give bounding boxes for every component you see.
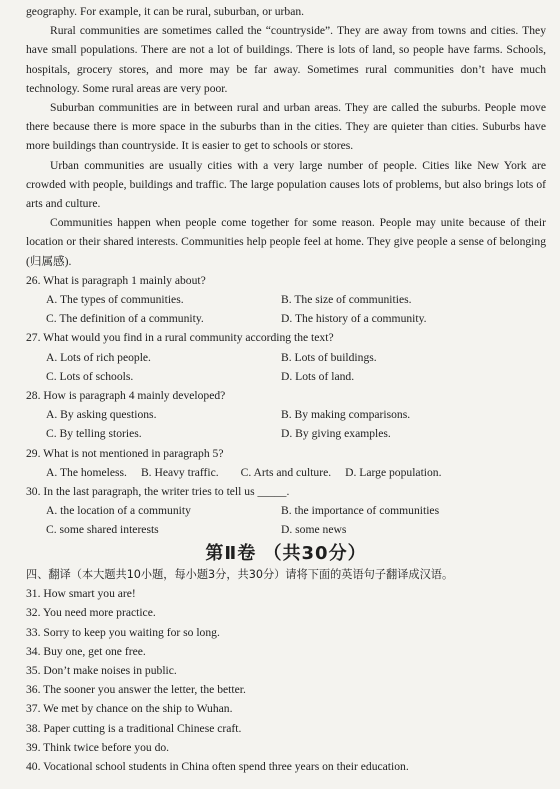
question-stem: 29. What is not mentioned in paragraph 5? — [26, 446, 224, 460]
question-stem: 30. In the last paragraph, the writer tries to tell us _____. — [26, 485, 290, 499]
option-a: A. By asking questions. — [46, 408, 157, 422]
option-list — [26, 405, 546, 443]
paragraph-suburban: Suburban communities are in between rural and urban areas. They are called the suburbs. People move there because there is more space in the suburbs than in the cities. They are quieter than cities. Suburbs have more buildings than countryside. It is easier to get to schools or stores. — [26, 101, 546, 153]
paragraph-rural: Rural communities are sometimes called the “countryside”. They are away from towns and cities. They have small populations. There are not a lot of buildings. There is lots of land, so people have farms. Schools, hospitals, grocery stores, and more may be far away. Sometimes rural communities don’t have much technology. Some rural areas are very poor. — [26, 24, 546, 95]
section-instruction: 四、翻译（本大题共10小题，每小题3分，共30分）请将下面的英语句子翻译成汉语。 — [26, 567, 454, 581]
question-stem: 28. How is paragraph 4 mainly developed? — [26, 389, 226, 403]
question-28 — [26, 386, 546, 444]
option-b: B. The size of communities. — [281, 293, 412, 307]
translation-item: 33. Sorry to keep you waiting for so long. — [26, 625, 220, 639]
option-c: C. some shared interests — [46, 523, 159, 537]
option-d: D. Large population. — [345, 465, 442, 479]
question-stem: 27. What would you find in a rural community according the text? — [26, 331, 334, 345]
translation-item: 38. Paper cutting is a traditional Chinese craft. — [26, 721, 242, 735]
option-a: A. Lots of rich people. — [46, 350, 151, 364]
option-c: C. Lots of schools. — [46, 369, 134, 383]
option-list — [26, 290, 546, 328]
option-d: D. some news — [281, 523, 347, 537]
option-c: C. The definition of a community. — [46, 312, 204, 326]
section-title: 第Ⅱ卷 （共30分） — [205, 542, 367, 564]
translation-list — [26, 584, 546, 776]
option-d: D. By giving examples. — [281, 427, 391, 441]
paragraph-communities: Communities happen when people come together for some reason. People may unite because of their location or their shared interests. Communities help people feel at home. They give people a sense of belonging (归属感). — [26, 216, 546, 268]
translation-item: 31. How smart you are! — [26, 587, 136, 601]
option-c: C. Arts and culture. — [240, 465, 332, 479]
translation-item: 40. Vocational school students in China often spend three years on their education. — [26, 759, 409, 773]
option-c: C. By telling stories. — [46, 427, 142, 441]
option-a: A. The types of communities. — [46, 293, 184, 307]
option-list — [26, 501, 546, 539]
translation-item: 36. The sooner you answer the letter, the better. — [26, 683, 246, 697]
option-list — [26, 463, 546, 482]
option-b: B. the importance of communities — [281, 504, 440, 518]
question-stem: 26. What is paragraph 1 mainly about? — [26, 273, 206, 287]
option-list — [26, 348, 546, 386]
option-d: D. Lots of land. — [281, 369, 355, 383]
option-b: B. Lots of buildings. — [281, 350, 377, 364]
translation-item: 39. Think twice before you do. — [26, 740, 170, 754]
question-27 — [26, 328, 546, 386]
paragraph-urban: Urban communities are usually cities with a very large number of people. Cities like New York are crowded with people, buildings and traffic. The large population causes lots of problems, but also brings lots of arts and culture. — [26, 158, 546, 211]
paragraph-fragment: geography. For example, it can be rural, suburban, or urban. — [26, 5, 305, 18]
translation-item: 37. We met by chance on the ship to Wuhan. — [26, 702, 233, 716]
option-d: D. The history of a community. — [281, 312, 427, 326]
option-a: A. The homeless. — [46, 465, 127, 479]
option-a: A. the location of a community — [46, 504, 191, 518]
question-30 — [26, 482, 546, 540]
question-26 — [26, 271, 546, 329]
option-b: B. By making comparisons. — [281, 408, 411, 422]
option-b: B. Heavy traffic. — [140, 465, 219, 479]
translation-item: 34. Buy one, get one free. — [26, 644, 146, 658]
question-29 — [26, 444, 546, 482]
translation-item: 35. Don’t make noises in public. — [26, 663, 177, 677]
translation-item: 32. You need more practice. — [26, 606, 156, 620]
